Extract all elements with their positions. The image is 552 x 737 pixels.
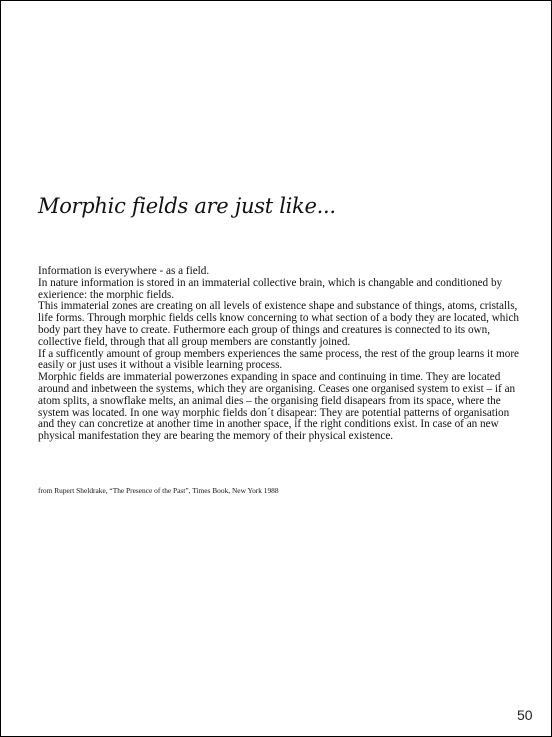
paragraph: Information is everywhere - as a field.: [38, 265, 210, 277]
paragraph: Morphic fields are immaterial powerzones expanding in space and continuing in time. They are located around and inbetween the systems, which they are organising. Ceases one organised system to exist – if an atom splits, a snowflake melts, an animal dies – the organising field disapears from its space, where the system was located. In one way morphic fields don´t disapear: They are potential patterns of organisation and they can concretize at another time in another space, if the right conditions exist. In case of an new physical manifestation they are bearing the memory of their physical existence.: [38, 371, 516, 443]
paragraph: If a sufficently amount of group members experiences the same process, the rest of the group learns it more easily or just uses it without a visible learning process.: [38, 347, 520, 372]
body-text: [38, 266, 522, 443]
page-number: 50: [517, 707, 533, 723]
paragraph: In nature information is stored in an immaterial collective brain, which is changable and conditioned by exierience: the morphic fields.: [38, 276, 503, 301]
page-title: Morphic fields are just like...: [38, 194, 336, 218]
source-citation: from Rupert Sheldrake, “The Presence of the Past”, Times Book, New York 1988: [38, 486, 279, 495]
paragraph: This immaterial zones are creating on all levels of existence shape and substance of things, atoms, cristalls, life forms. Through morphic fields cells know concerning to what section of a body they are located, which body part they have to create. Futhermore each group of things and creatures is connected to its own, collective field, through that all group members are constantly joined.: [38, 300, 520, 348]
